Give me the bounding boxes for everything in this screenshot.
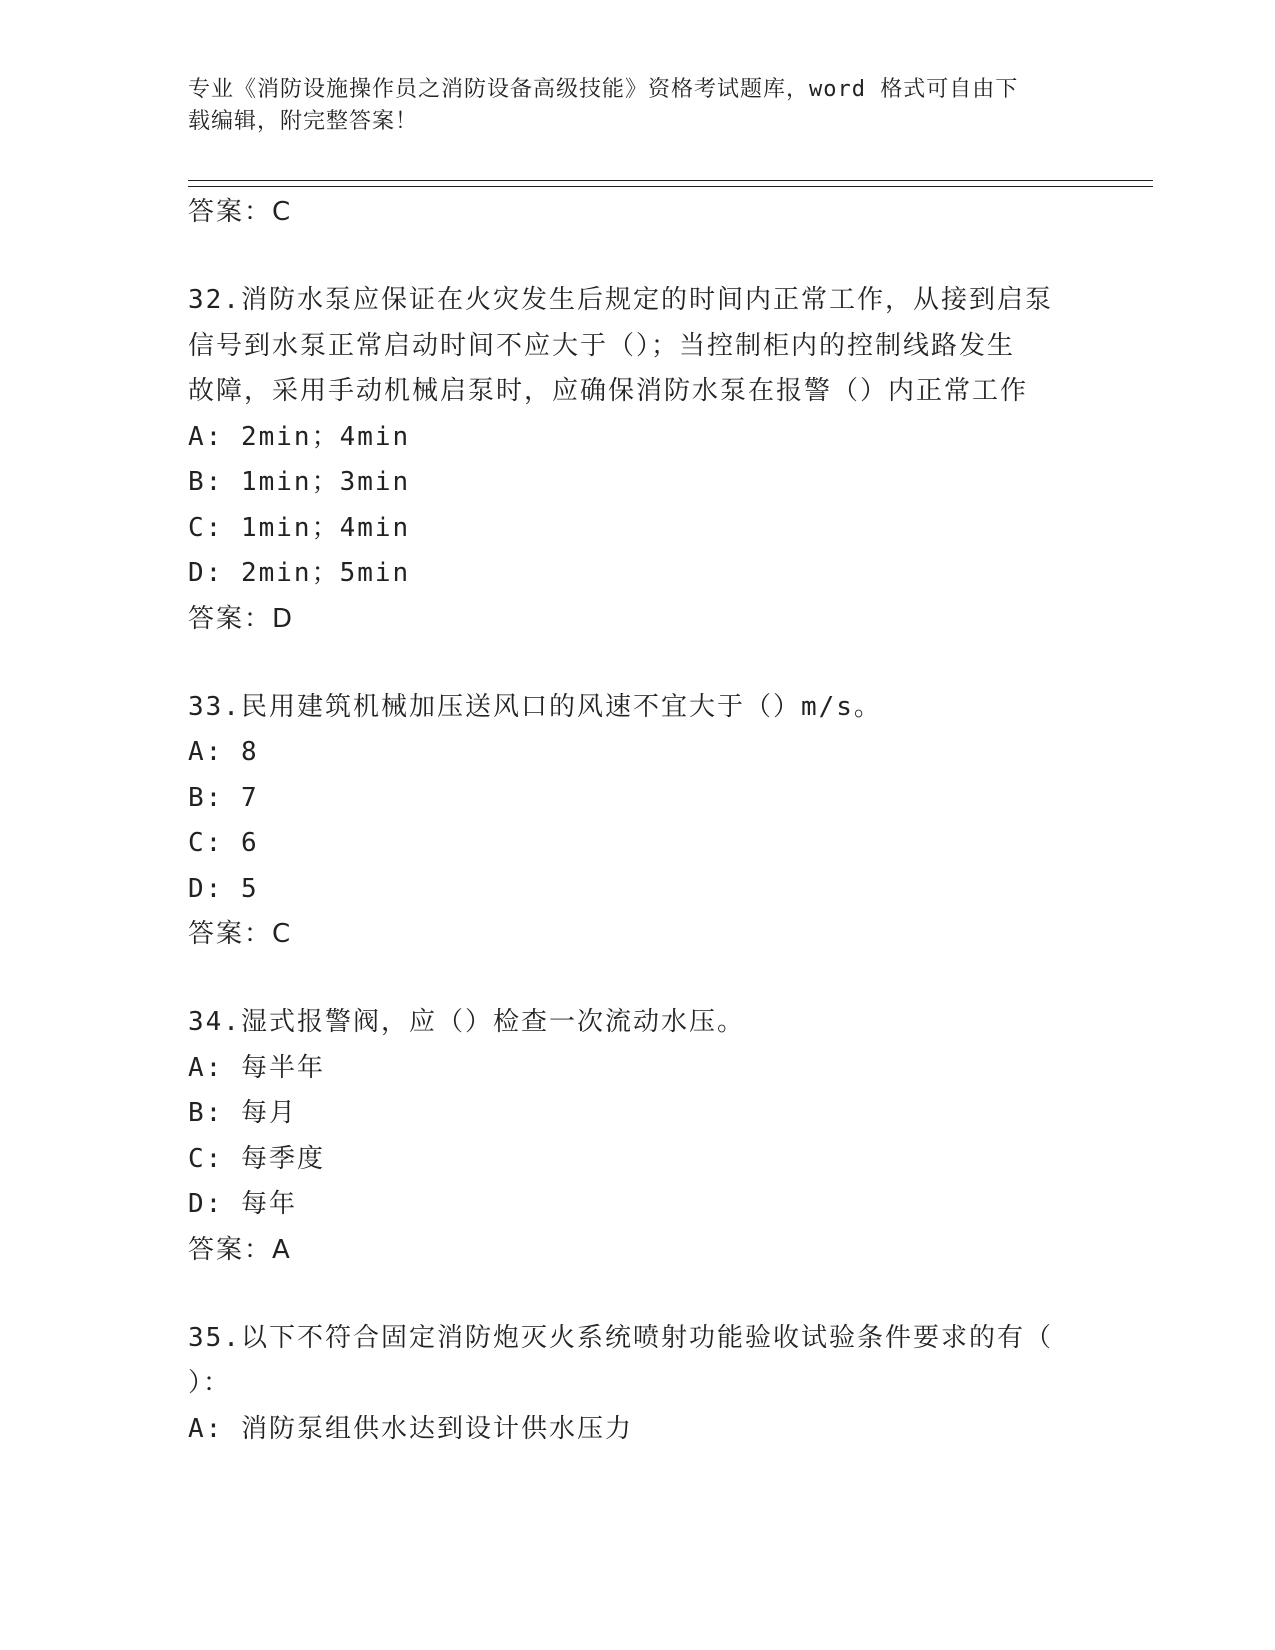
question-34 <box>188 1000 1088 1272</box>
answer-33 <box>188 912 1088 956</box>
option-d: D: 5 <box>188 873 259 904</box>
question-33 <box>188 685 1088 957</box>
answer-value: C <box>272 197 292 227</box>
option-a: A: 每半年 <box>188 1052 325 1083</box>
option-c: C: 每季度 <box>188 1143 325 1174</box>
spacer <box>188 641 1088 685</box>
answer-31 <box>188 190 1088 234</box>
option-b: B: 每月 <box>188 1098 297 1128</box>
answer-value: D <box>272 603 294 634</box>
option-b: B: 7 <box>188 782 259 813</box>
answer-label: 答案： <box>188 1234 273 1265</box>
spacer <box>188 956 1088 1000</box>
answer-label: 答案： <box>188 919 273 949</box>
option-d: D: 2min；5min <box>188 558 411 588</box>
question-stem-line: 故障，采用手动机械启泵时，应确保消防水泵在报警（）内正常工作 <box>188 376 1029 406</box>
option-a: A: 2min；4min <box>188 421 411 452</box>
option-c: C: 1min；4min <box>188 512 411 543</box>
question-stem-line: 32.消防水泵应保证在火灾发生后规定的时间内正常工作，从接到启泵 <box>188 285 1053 315</box>
option-a: A: 8 <box>188 737 259 767</box>
question-stem-line: 34.湿式报警阀，应（）检查一次流动水压。 <box>188 1007 745 1037</box>
question-stem-line: ）： <box>188 1368 232 1398</box>
option-a: A: 消防泵组供水达到设计供水压力 <box>188 1413 633 1444</box>
spacer <box>188 234 1088 278</box>
header-line-1: 专业《消防设施操作员之消防设备高级技能》资格考试题库，word 格式可自由下 <box>188 77 1019 102</box>
question-stem-line: 33.民用建筑机械加压送风口的风速不宜大于（）m/s。 <box>188 691 882 722</box>
spacer <box>188 1272 1088 1316</box>
question-stem-line: 信号到水泵正常启动时间不应大于（）；当控制柜内的控制线路发生 <box>188 330 1016 361</box>
question-stem-line: 35.以下不符合固定消防炮灭火系统喷射功能验收试验条件要求的有（ <box>188 1322 1053 1353</box>
answer-value: C <box>272 919 292 949</box>
answer-32 <box>188 597 1088 641</box>
answer-34 <box>188 1228 1088 1272</box>
header-divider <box>188 180 1153 187</box>
question-35 <box>188 1316 1088 1453</box>
document-body <box>188 190 1088 1452</box>
answer-value: A <box>272 1234 291 1265</box>
page-header <box>188 74 1068 138</box>
answer-label: 答案： <box>188 603 273 634</box>
question-32 <box>188 278 1088 641</box>
answer-label: 答案： <box>188 197 273 227</box>
option-d: D: 每年 <box>188 1189 297 1219</box>
header-line-2: 载编辑，附完整答案！ <box>188 109 419 134</box>
option-c: C: 6 <box>188 828 259 858</box>
option-b: B: 1min；3min <box>188 467 411 497</box>
